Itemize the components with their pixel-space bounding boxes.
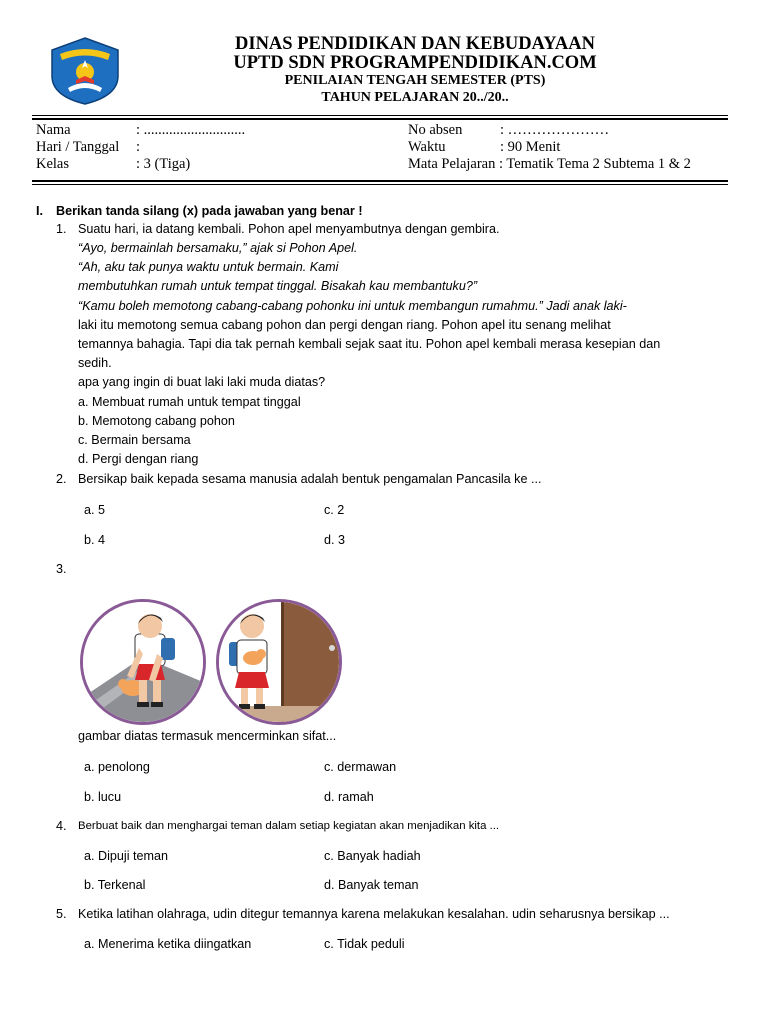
- tut-wuri-handayani-logo: [46, 36, 124, 106]
- q5-question: Ketika latihan olahraga, udin ditegur temannya karena melakukan kesalahan. udin seharusnya bersikap ...: [78, 907, 670, 921]
- waktu-label: Waktu: [408, 139, 446, 155]
- q1-line: temannya bahagia. Tapi dia tak pernah kembali sejak saat itu. Pohon apel kembali merasa kesepian dan: [78, 337, 661, 351]
- q3-option-b[interactable]: b. lucu: [84, 790, 122, 804]
- boy-helping-cat-picture: [80, 599, 206, 725]
- header-exam-title: PENILAIAN TENGAH SEMESTER (PTS): [284, 73, 546, 88]
- q5-option-a[interactable]: a. Menerima ketika diingatkan: [84, 937, 252, 951]
- mata-pelajaran: Mata Pelajaran : Tematik Tema 2 Subtema 1 & 2: [408, 156, 691, 172]
- header-divider-bottom: [32, 180, 728, 182]
- absen-field[interactable]: : …………………: [500, 122, 610, 138]
- waktu-value: : 90 Menit: [500, 139, 561, 155]
- q2-question: Bersikap baik kepada sesama manusia adalah bentuk pengamalan Pancasila ke ...: [78, 472, 542, 486]
- q1-option-d[interactable]: d. Pergi dengan riang: [78, 452, 199, 466]
- q4-option-b[interactable]: b. Terkenal: [84, 878, 146, 892]
- q1-option-a[interactable]: a. Membuat rumah untuk tempat tinggal: [78, 395, 301, 409]
- q1-line: Suatu hari, ia datang kembali. Pohon apel menyambutnya dengan gembira.: [78, 222, 500, 236]
- q1-line: membutuhkan rumah untuk tempat tinggal. Bisakah kau membantuku?”: [78, 279, 478, 293]
- q3-question: gambar diatas termasuk mencerminkan sifat...: [78, 729, 337, 743]
- q3-option-c[interactable]: c. dermawan: [324, 760, 397, 774]
- q1-number: 1.: [56, 222, 67, 236]
- q1-line: “Ayo, bermainlah bersamaku,” ajak si Pohon Apel.: [78, 241, 358, 255]
- q2-option-c[interactable]: c. 2: [324, 503, 345, 517]
- q5-number: 5.: [56, 907, 67, 921]
- header-agency: DINAS PENDIDIKAN DAN KEBUDAYAAN: [235, 34, 595, 54]
- q1-option-c[interactable]: c. Bermain bersama: [78, 433, 191, 447]
- q2-option-a[interactable]: a. 5: [84, 503, 106, 517]
- q1-option-b[interactable]: b. Memotong cabang pohon: [78, 414, 235, 428]
- kelas-label: Kelas: [36, 156, 70, 172]
- q1-question: apa yang ingin di buat laki laki muda diatas?: [78, 375, 326, 389]
- q4-question: Berbuat baik dan menghargai teman dalam setiap kegiatan akan menjadikan kita ...: [78, 820, 500, 832]
- absen-label: No absen: [408, 122, 463, 138]
- q5-option-c[interactable]: c. Tidak peduli: [324, 937, 405, 951]
- q4-option-a[interactable]: a. Dipuji teman: [84, 849, 168, 863]
- header-divider-top: [32, 115, 728, 116]
- tanggal-field[interactable]: :: [136, 139, 141, 155]
- nama-field[interactable]: : ............................: [136, 122, 246, 138]
- q1-line: sedih.: [78, 356, 112, 370]
- q3-number: 3.: [56, 562, 67, 576]
- q3-option-a[interactable]: a. penolong: [84, 760, 150, 774]
- kelas-value: : 3 (Tiga): [136, 156, 191, 172]
- header-school-year: TAHUN PELAJARAN 20../20..: [321, 90, 509, 105]
- header-divider-bottom-thin: [32, 184, 728, 185]
- q3-option-d[interactable]: d. ramah: [324, 790, 374, 804]
- nama-label: Nama: [36, 122, 71, 138]
- boy-holding-cat-at-door-picture: [216, 599, 342, 725]
- q1-line: “Kamu boleh memotong cabang-cabang pohonku ini untuk membangun rumahmu.” Jadi anak laki-: [78, 299, 627, 313]
- q4-number: 4.: [56, 819, 67, 833]
- q2-option-d[interactable]: d. 3: [324, 533, 346, 547]
- q2-option-b[interactable]: b. 4: [84, 533, 106, 547]
- section-number: I.: [36, 204, 43, 218]
- header-divider-top-thick: [32, 118, 728, 120]
- q2-number: 2.: [56, 472, 67, 486]
- q4-option-d[interactable]: d. Banyak teman: [324, 878, 419, 892]
- q1-line: laki itu memotong semua cabang pohon dan pergi dengan riang. Pohon apel itu senang melihat: [78, 318, 611, 332]
- tanggal-label: Hari / Tanggal: [36, 139, 120, 155]
- q1-line: “Ah, aku tak punya waktu untuk bermain. Kami: [78, 260, 339, 274]
- q4-option-c[interactable]: c. Banyak hadiah: [324, 849, 421, 863]
- header-school: UPTD SDN PROGRAMPENDIDIKAN.COM: [233, 53, 597, 73]
- section-instruction: Berikan tanda silang (x) pada jawaban yang benar !: [56, 204, 363, 218]
